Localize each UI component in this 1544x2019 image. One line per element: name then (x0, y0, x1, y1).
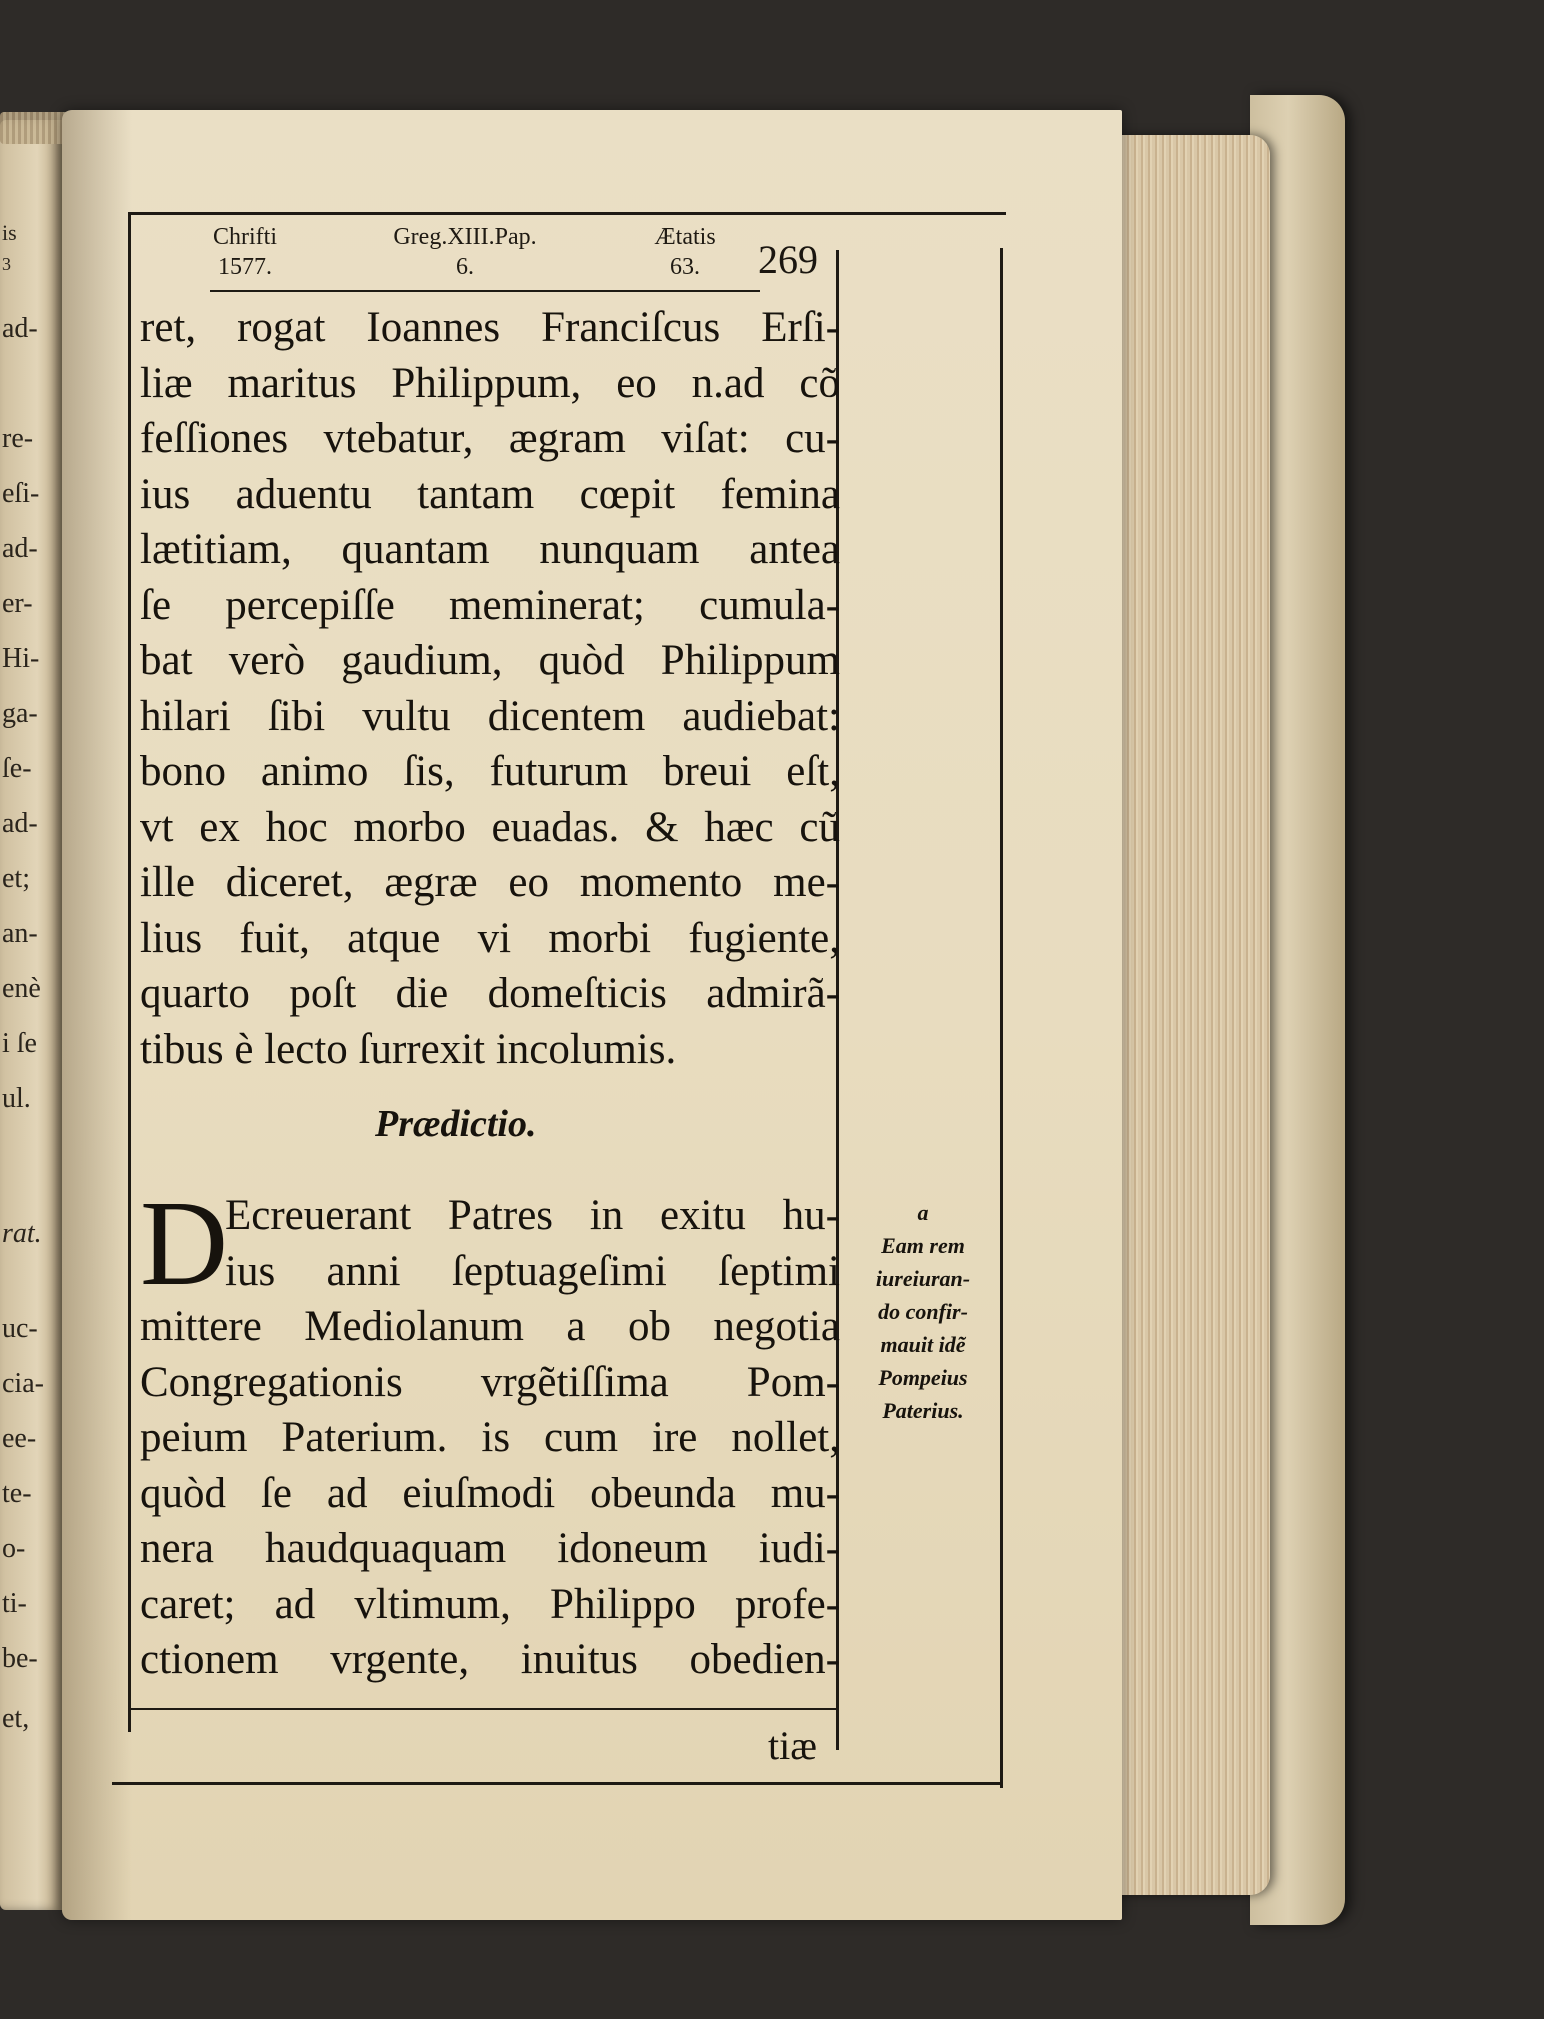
text-line: Ecreuerant Patres in exitu hu- (225, 1192, 840, 1239)
prev-fragment: ga- (2, 698, 38, 729)
bottom-rule-inner (128, 1708, 836, 1710)
prev-fragment: ad- (2, 313, 38, 344)
text-line: caret; ad vltimum, Philippo profe- (140, 1580, 840, 1628)
running-head-label: Ætatis (654, 224, 716, 250)
running-head-value: 6. (456, 254, 474, 280)
text-line: Congregationis vrgẽtiſſima Pom- (140, 1358, 840, 1406)
text-line: peium Paterium. is cum ire nollet, (140, 1414, 840, 1461)
top-rule (128, 212, 1006, 215)
bottom-rule (112, 1782, 1002, 1785)
gutter-shadow (62, 110, 132, 1920)
text-line: bat verò gaudium, quòd Philippum (140, 637, 840, 684)
text-line: lætitiam, quantam nunquam antea (140, 526, 840, 573)
page-block-edges (1110, 135, 1270, 1895)
note-line: Pompeius (878, 1365, 968, 1390)
prev-fragment: et; (2, 863, 30, 894)
text-line: liæ maritus Philippum, eo n.ad cõ (140, 359, 840, 407)
prev-fragment: o- (2, 1533, 26, 1564)
prev-fragment: ſe- (2, 753, 32, 784)
margin-note (848, 1196, 998, 1427)
text-line: feſſiones vtebatur, ægram viſat: cu- (140, 415, 840, 462)
text-line: quarto poſt die domeſticis admirã- (140, 970, 840, 1017)
note-line: Eam rem (881, 1233, 965, 1258)
text-line: hilari ſibi vultu dicentem audiebat: (140, 692, 840, 740)
running-head-value: 63. (670, 254, 700, 280)
running-head-christi (190, 222, 300, 282)
note-line: do confir- (878, 1299, 968, 1324)
text-line: quòd ſe ad eiuſmodi obeunda mu- (140, 1469, 840, 1517)
prev-fragment: uc- (2, 1313, 38, 1344)
text-line: mittere Mediolanum a ob negotia (140, 1303, 840, 1350)
prev-fragment: ad- (2, 808, 38, 839)
previous-page-edge (0, 120, 62, 1910)
running-head-label: Chrifti (213, 224, 277, 250)
header-underline (210, 290, 760, 292)
text-line: nera haudquaquam idoneum iudi- (140, 1525, 840, 1572)
running-head-aetatis (630, 222, 740, 282)
prev-fragment: an- (2, 918, 38, 949)
prev-fragment: te- (2, 1478, 32, 1509)
note-line: mauit idẽ (880, 1332, 966, 1357)
prev-fragment: ti- (2, 1588, 27, 1619)
prev-fragment: enè (2, 973, 41, 1004)
note-marker: a (917, 1200, 929, 1225)
outer-right-rule (1000, 248, 1003, 1788)
prev-fragment: is (2, 220, 17, 245)
text-line: tibus è lecto ſurrexit incolumis. (140, 1025, 677, 1073)
prev-fragment: ad- (2, 533, 38, 564)
prev-fragment: i ſe (2, 1028, 37, 1059)
prev-fragment: rat. (2, 1218, 42, 1249)
note-line: iureiuran- (875, 1266, 971, 1291)
running-head-pope (360, 222, 570, 282)
text-line: vt ex hoc morbo euadas. & hæc cũ (140, 803, 840, 851)
running-head-label: Greg.XIII.Pap. (393, 224, 537, 250)
drop-cap: D (140, 1176, 229, 1311)
text-line: ret, rogat Ioannes Franciſcus Erſi- (140, 304, 840, 351)
text-line: ius anni ſeptuageſimi ſeptimi (225, 1247, 840, 1295)
prev-fragment: cia- (2, 1368, 44, 1399)
text-line: ctionem vrgente, inuitus obedien- (140, 1636, 840, 1683)
text-line: bono animo ſis, futurum breui eſt, (140, 748, 840, 795)
text-line: ius aduentu tantam cœpit femina (140, 470, 840, 518)
running-head-value: 1577. (218, 254, 272, 280)
left-frame-rule (128, 212, 131, 1732)
prev-fragment: er- (2, 588, 33, 619)
paragraph-1 (140, 300, 840, 1077)
prev-fragment: be- (2, 1643, 38, 1674)
section-heading: Prædictio. (375, 1103, 537, 1145)
catchword: tiæ (768, 1723, 817, 1768)
page-number: 269 (758, 237, 818, 282)
text-line: ille diceret, ægræ eo momento me- (140, 859, 840, 906)
prev-fragment: 3 (2, 254, 11, 274)
prev-fragment: et, (2, 1703, 30, 1734)
note-line: Paterius. (882, 1398, 964, 1423)
prev-fragment: re- (2, 423, 34, 454)
text-line: ſe percepiſſe meminerat; cumula- (140, 581, 840, 629)
paragraph-2 (140, 1188, 840, 1688)
text-line: lius fuit, atque vi morbi fugiente, (140, 914, 840, 962)
prev-fragment: ul. (2, 1083, 31, 1114)
prev-fragment: Hi- (2, 643, 40, 674)
prev-fragment: eſi- (2, 478, 40, 509)
prev-fragment: ee- (2, 1423, 37, 1454)
